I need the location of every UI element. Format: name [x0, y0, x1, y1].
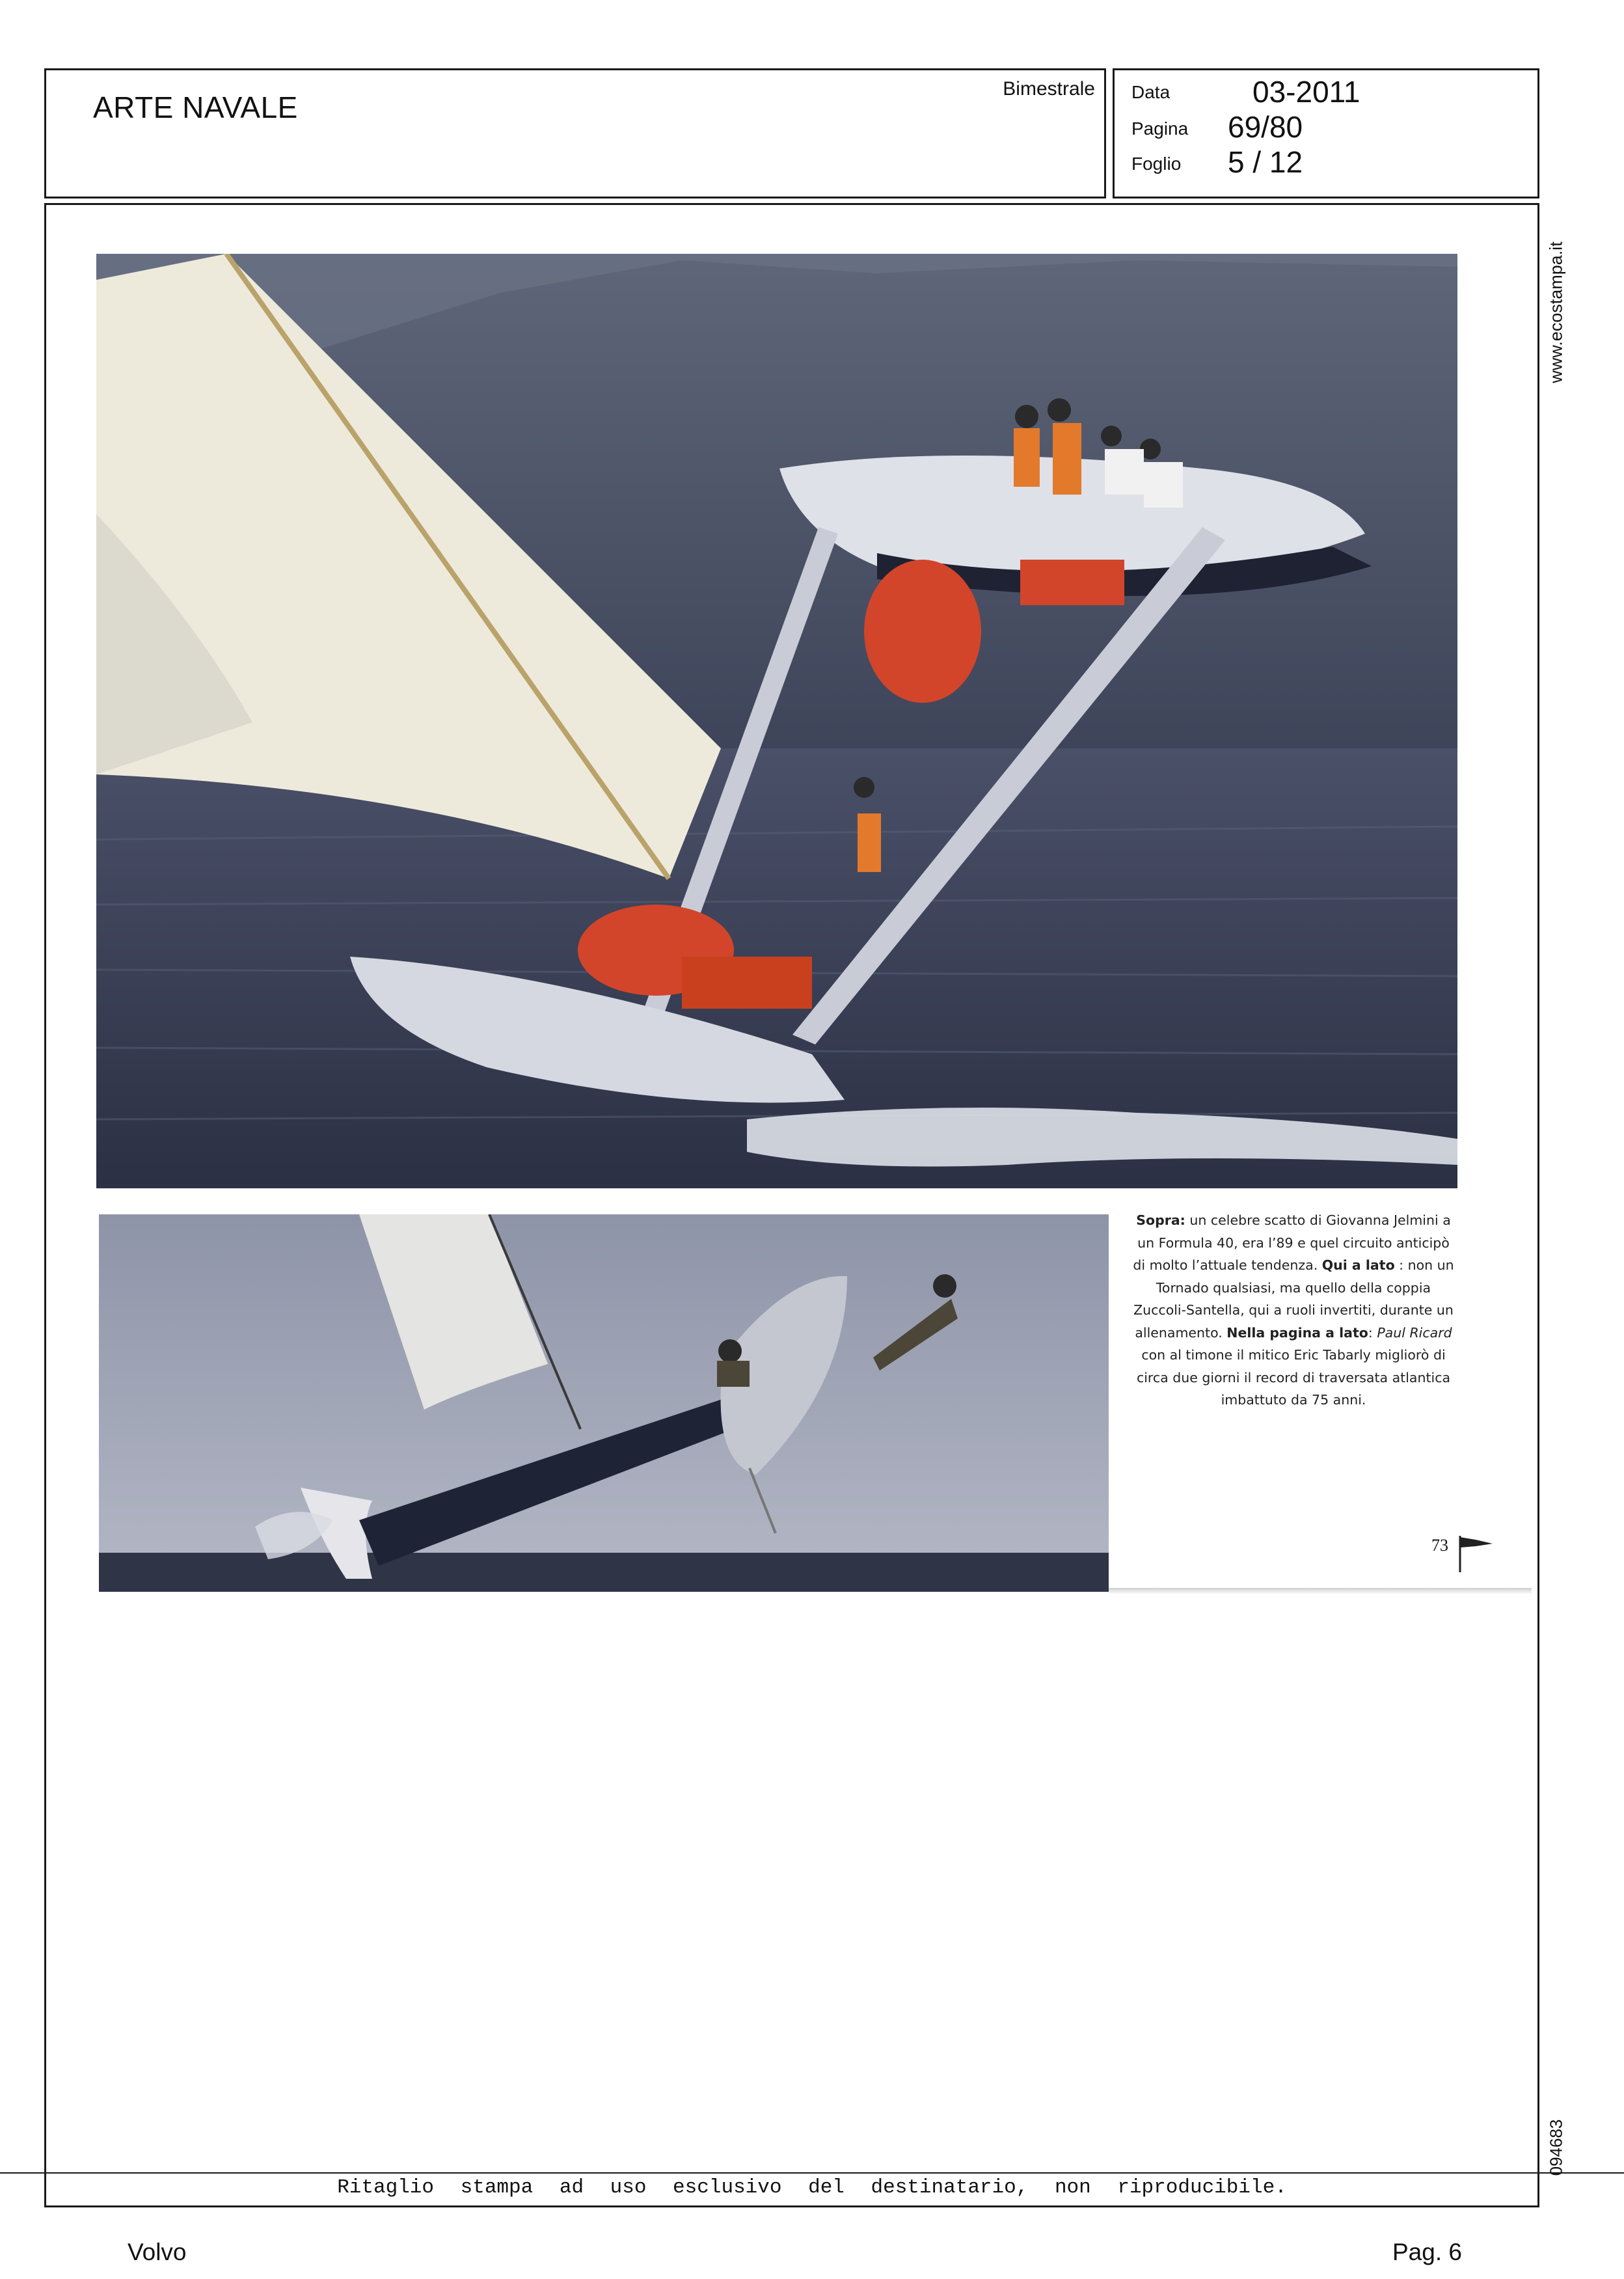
- caption-part: : non un Tornado qualsiasi, ma quello della coppia Zuccoli-Santella, qui a ruoli invertiti, durante un allenamento.: [1133, 1257, 1454, 1341]
- foglio-label: Foglio: [1131, 154, 1182, 174]
- periodicity: Bimestrale: [1003, 78, 1095, 100]
- side-code: [1543, 2108, 1569, 2187]
- caption-part: con al timone il mitico Eric Tabarly migliorò di circa due giorni il record di traversata atlantica imbattuto da 75 anni.: [1136, 1347, 1451, 1408]
- foglio-value: 5 / 12: [1228, 145, 1303, 179]
- photo-tornado-catamaran: [99, 1214, 1109, 1592]
- publication-name: ARTE NAVALE: [93, 90, 298, 124]
- photo-formula40-catamaran: [96, 254, 1457, 1188]
- header-publication-box: [44, 68, 1106, 198]
- caption-part: Paul Ricard: [1377, 1324, 1452, 1341]
- caption-part: Qui a lato: [1321, 1257, 1395, 1273]
- data-label: Data: [1131, 82, 1171, 102]
- caption-part: Sopra:: [1136, 1212, 1185, 1228]
- side-url-text: www.ecostampa.it: [1546, 241, 1566, 383]
- caption-part: :: [1368, 1324, 1377, 1341]
- side-code-text: 094683: [1546, 2119, 1566, 2176]
- pagina-value: 69/80: [1228, 110, 1303, 144]
- header-meta-box: [1113, 68, 1539, 198]
- clipping-notice: Ritaglio stampa ad uso esclusivo del destinatario, non riproducibile.: [337, 2176, 1287, 2199]
- page-indicator: Pag. 6: [1392, 2239, 1462, 2265]
- side-url: [1543, 215, 1569, 410]
- magazine-page-number: 73: [1431, 1536, 1448, 1555]
- photo-caption: [1132, 1209, 1455, 1412]
- footer-divider: [0, 2172, 1624, 2174]
- caption-part: un celebre scatto di Giovanna Jelmini a un Formula 40, era l’89 e quel circuito anticipò di molto l’attuale tendenza.: [1133, 1212, 1451, 1273]
- caption-part: Nella pagina a lato: [1226, 1324, 1368, 1341]
- pagina-label: Pagina: [1131, 118, 1189, 139]
- flag-icon: [1456, 1535, 1495, 1574]
- client-name: Volvo: [128, 2239, 187, 2265]
- photo-shadow-line: [1109, 1588, 1532, 1594]
- data-value: 03-2011: [1252, 75, 1360, 109]
